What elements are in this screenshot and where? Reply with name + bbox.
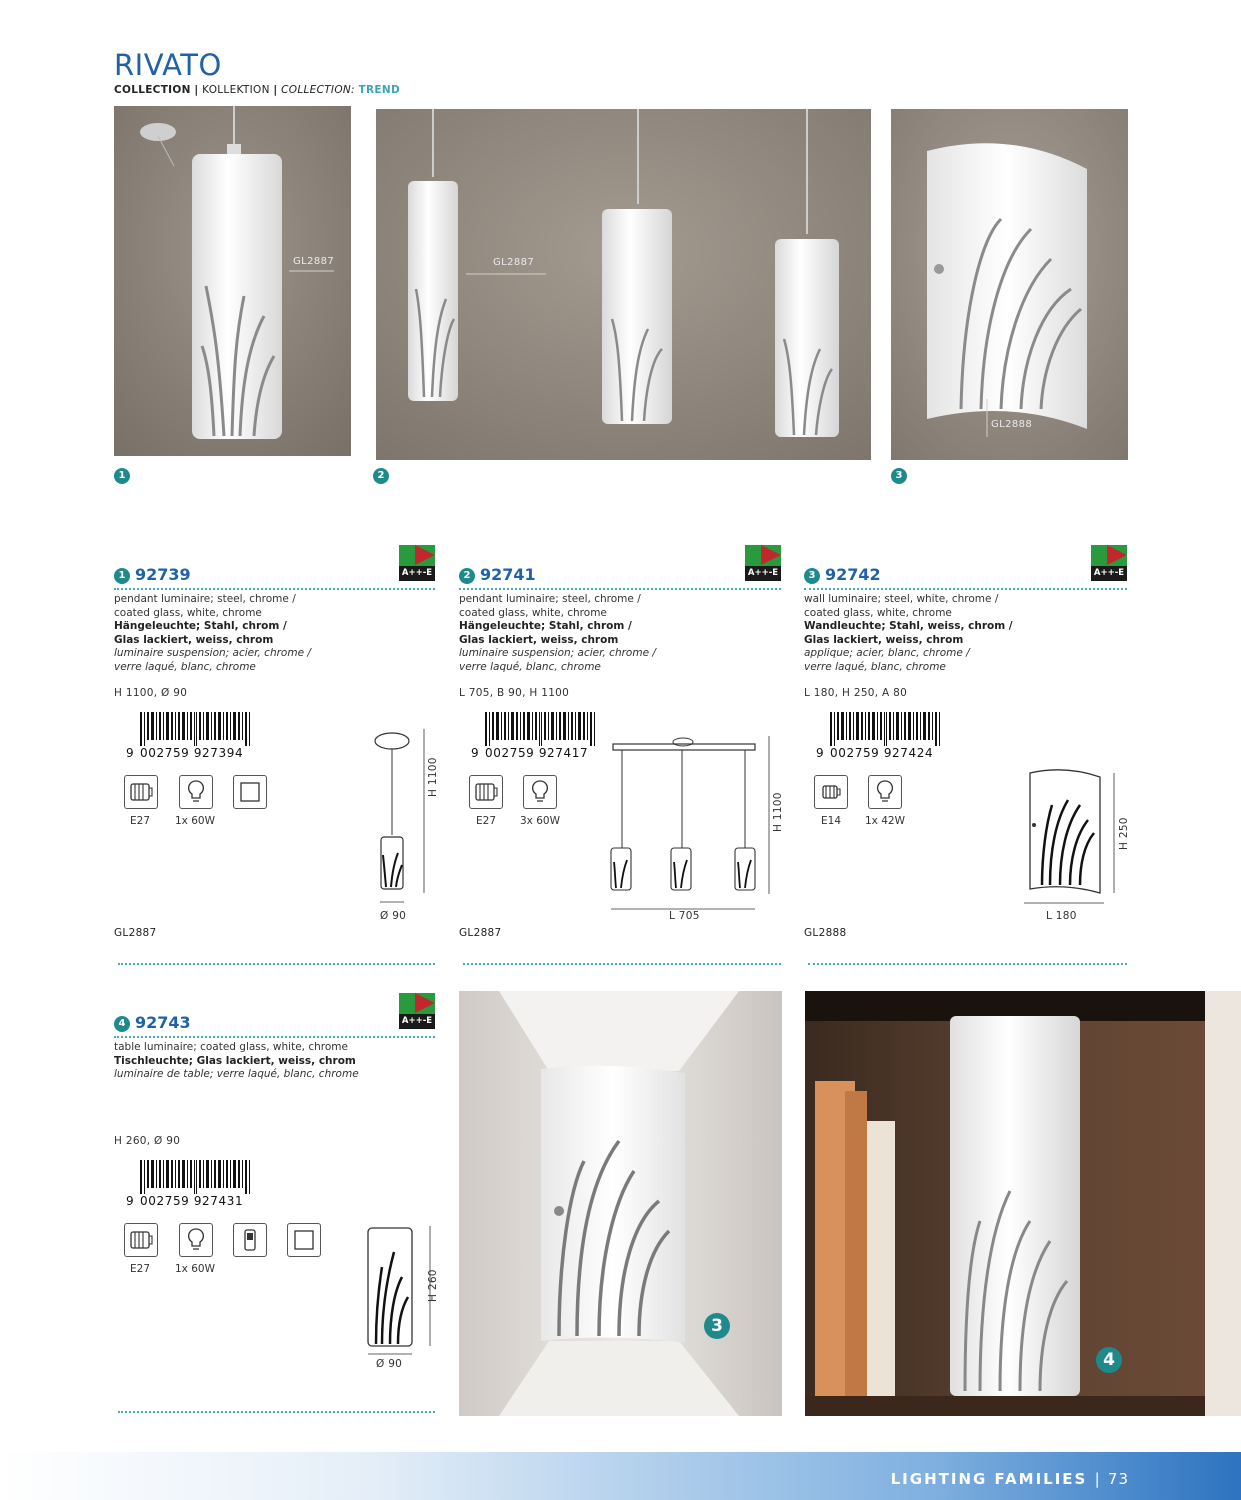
product1-code: 92739: [135, 565, 191, 584]
divider: [118, 963, 435, 965]
product3-energy-text: A++-E: [1091, 566, 1127, 581]
bulb-icon: [179, 1223, 213, 1257]
divider: [114, 1036, 435, 1038]
product2-ean-first: 9: [471, 746, 479, 760]
product2-en-line1: pendant luminaire; steel, chrome /: [459, 593, 641, 605]
bulb-icon: [179, 775, 213, 809]
product2-heading: [459, 565, 536, 584]
product4-wattage: 1x 60W: [175, 1263, 215, 1275]
product2-drawing: [605, 730, 785, 920]
product1-drawing: [360, 725, 450, 920]
product1-fr-line2: verre laqué, blanc, chrome: [114, 660, 256, 673]
divider: [804, 588, 1127, 590]
socket-e14-icon: [814, 775, 848, 809]
protection-class-icon: [233, 775, 267, 809]
product1-energy-text: A++-E: [399, 566, 435, 581]
product4-fr-line1: luminaire de table; verre laqué, blanc, chrome: [114, 1068, 359, 1081]
trend-label: TREND: [358, 84, 400, 96]
footer-sep: |: [1094, 1470, 1101, 1488]
product4-dim-height: H 260: [427, 1269, 439, 1302]
product4-heading: [114, 1013, 191, 1032]
product3-ean-first: 9: [816, 746, 824, 760]
product2-number: 2: [459, 568, 475, 584]
divider: [463, 963, 781, 965]
footer-label: [891, 1470, 1129, 1488]
socket-icon: [124, 1223, 158, 1257]
product3-description: [804, 593, 1013, 675]
collection-label: COLLECTION: [114, 84, 191, 96]
product4-number: 4: [114, 1016, 130, 1032]
page-title: RIVATO: [114, 48, 222, 82]
product2-de-line2: Glas lackiert, weiss, chrom: [459, 633, 619, 646]
product2-energy-text: A++-E: [745, 566, 781, 581]
product2-code: 92741: [480, 565, 536, 584]
product1-ean-digits: 002759 927394: [140, 746, 244, 760]
product3-en-line2: coated glass, white, chrome: [804, 606, 952, 619]
product1-heading: [114, 565, 191, 584]
product3-energy-label: [1091, 545, 1127, 581]
photo5-badge: 4: [1096, 1347, 1122, 1373]
product3-de-line2: Glas lackiert, weiss, chrom: [804, 633, 964, 646]
product2-wattage: 3x 60W: [520, 815, 560, 827]
product1-barcode: [126, 712, 252, 762]
product4-barcode: [126, 1160, 252, 1210]
product4-socket: E27: [130, 1263, 150, 1275]
product2-glass-code: GL2887: [459, 927, 502, 939]
product1-dimensions: H 1100, Ø 90: [114, 687, 188, 699]
product1-de-line1: Hängeleuchte; Stahl, chrom /: [114, 620, 287, 633]
product2-energy-label: [745, 545, 781, 581]
product3-fr-line2: verre laqué, blanc, chrome: [804, 660, 946, 673]
product3-glass-code: GL2888: [804, 927, 847, 939]
divider: [114, 588, 435, 590]
product1-energy-label: [399, 545, 435, 581]
product3-en-line1: wall luminaire; steel, white, chrome /: [804, 593, 999, 605]
subtitle-sep-2: |: [273, 84, 278, 96]
product3-fr-line1: applique; acier, blanc, chrome /: [804, 647, 970, 660]
product1-wattage: 1x 60W: [175, 815, 215, 827]
product1-dim-width: Ø 90: [380, 910, 407, 922]
switch-icon: [233, 1223, 267, 1257]
collection-italic-label: COLLECTION:: [281, 84, 355, 96]
product2-de-line1: Hängeleuchte; Stahl, chrom /: [459, 620, 632, 633]
product3-barcode: [816, 712, 942, 762]
product1-en-line2: coated glass, white, chrome: [114, 606, 262, 619]
product2-fr-line1: luminaire suspension; acier, chrome /: [459, 647, 656, 660]
product2-dim-height: H 1100: [772, 792, 784, 832]
photo-wall-lamp-lit: [459, 991, 782, 1416]
product3-dim-height: H 250: [1118, 817, 1130, 850]
product3-dim-width: L 180: [1046, 910, 1077, 922]
product2-barcode: [471, 712, 597, 762]
product2-en-line2: coated glass, white, chrome: [459, 606, 607, 619]
socket-icon: [124, 775, 158, 809]
product3-wattage: 1x 42W: [865, 815, 905, 827]
photo1-badge: 1: [114, 468, 130, 484]
product4-ean-first: 9: [126, 1194, 134, 1208]
product1-dim-height: H 1100: [427, 757, 439, 797]
product1-en-line1: pendant luminaire; steel, chrome /: [114, 593, 296, 605]
photo-pendant-single: [114, 106, 351, 456]
subtitle-sep-1: |: [194, 84, 199, 96]
bulb-icon: [523, 775, 557, 809]
product4-en-line1: table luminaire; coated glass, white, chrome: [114, 1041, 348, 1053]
divider: [118, 1411, 435, 1413]
product1-glass-code: GL2887: [114, 927, 157, 939]
divider: [808, 963, 1127, 965]
product4-ean-digits: 002759 927431: [140, 1194, 244, 1208]
divider: [459, 588, 781, 590]
product3-de-line1: Wandleuchte; Stahl, weiss, chrom /: [804, 620, 1013, 633]
product1-description: [114, 593, 311, 675]
page-number: 73: [1107, 1470, 1129, 1488]
product1-ean-first: 9: [126, 746, 134, 760]
photo1-glass-label: GL2887: [293, 256, 335, 267]
product3-drawing: [1020, 765, 1120, 910]
product3-heading: [804, 565, 881, 584]
product2-fr-line2: verre laqué, blanc, chrome: [459, 660, 601, 673]
photo-wall-lamp: [891, 109, 1128, 460]
product1-de-line2: Glas lackiert, weiss, chrom: [114, 633, 274, 646]
product1-number: 1: [114, 568, 130, 584]
product4-dimensions: H 260, Ø 90: [114, 1135, 181, 1147]
kollektion-label: KOLLEKTION: [202, 84, 270, 96]
product3-number: 3: [804, 568, 820, 584]
product4-energy-label: [399, 993, 435, 1029]
product2-description: [459, 593, 656, 675]
photo2-badge: 2: [373, 468, 389, 484]
product4-code: 92743: [135, 1013, 191, 1032]
footer-title: LIGHTING FAMILIES: [890, 1470, 1088, 1488]
photo-table-lamp: [805, 991, 1241, 1416]
product4-dim-width: Ø 90: [376, 1358, 403, 1370]
product3-dimensions: L 180, H 250, A 80: [804, 687, 908, 699]
protection-class-icon: [287, 1223, 321, 1257]
product2-socket: E27: [476, 815, 496, 827]
product2-dim-width: L 705: [669, 910, 700, 922]
product2-dimensions: L 705, B 90, H 1100: [459, 687, 570, 699]
product1-socket: E27: [130, 815, 150, 827]
photo3-glass-label: GL2888: [991, 419, 1033, 430]
product4-description: [114, 1041, 359, 1082]
bulb-icon: [868, 775, 902, 809]
photo2-glass-label: GL2887: [493, 257, 535, 268]
product2-ean-digits: 002759 927417: [485, 746, 589, 760]
collection-subtitle: [114, 84, 400, 96]
product1-fr-line1: luminaire suspension; acier, chrome /: [114, 647, 311, 660]
product4-energy-text: A++-E: [399, 1014, 435, 1029]
photo-pendant-triple: [376, 109, 871, 460]
photo4-badge: 3: [704, 1313, 730, 1339]
product4-de-line1: Tischleuchte; Glas lackiert, weiss, chrom: [114, 1054, 356, 1067]
photo3-badge: 3: [891, 468, 907, 484]
socket-icon: [469, 775, 503, 809]
product3-socket: E14: [821, 815, 841, 827]
product3-code: 92742: [825, 565, 881, 584]
product3-ean-digits: 002759 927424: [830, 746, 934, 760]
